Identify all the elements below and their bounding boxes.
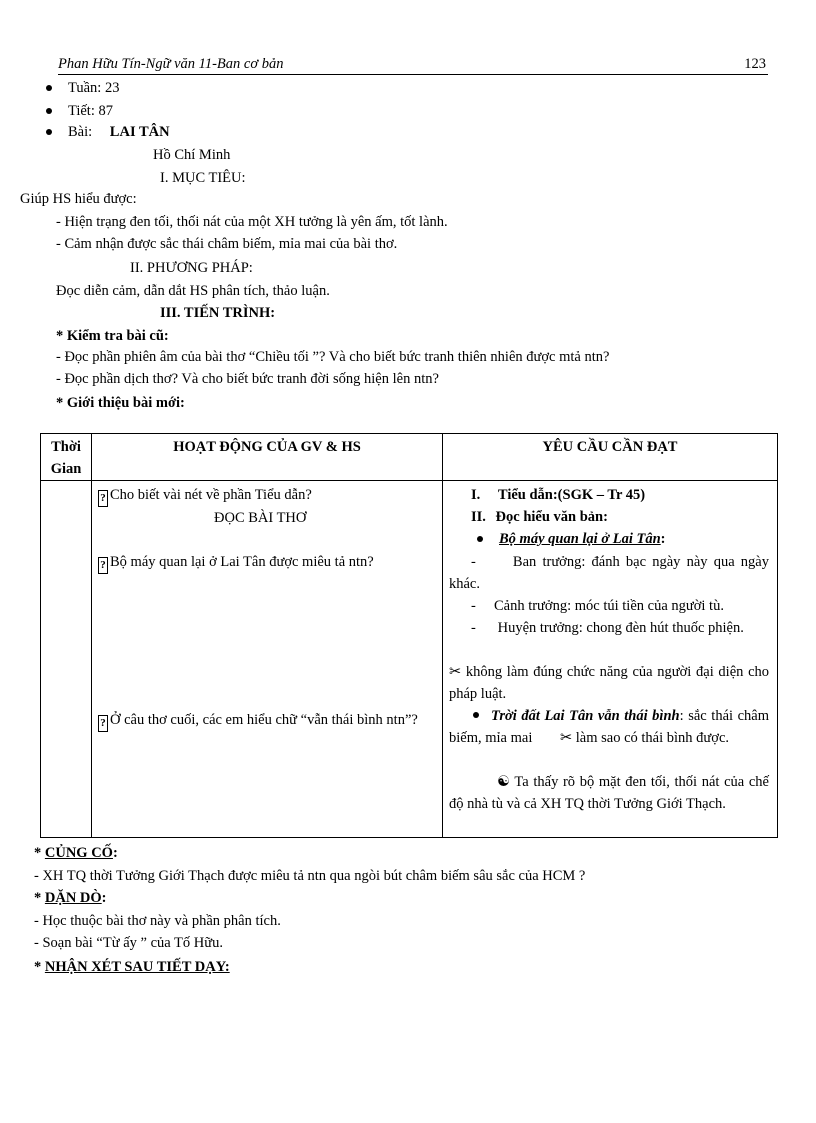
- question-icon: ?: [98, 557, 108, 574]
- section-process-heading: III. TIẾN TRÌNH:: [160, 305, 276, 321]
- method-text: Đọc diễn cảm, dẫn dắt HS phân tích, thảo luận.: [56, 283, 330, 299]
- req-consequence: ✂ không làm đúng chức năng của người đại diện cho pháp luật.: [449, 661, 769, 705]
- req-item: - Ban trưởng: đánh bạc ngày này qua ngày khác.: [449, 554, 769, 592]
- time-cell: [41, 481, 92, 838]
- homework-heading: * DẶN DÒ:: [34, 890, 107, 906]
- meta-period: Tiết: 87: [46, 101, 113, 121]
- new-lesson-heading: * Giới thiệu bài mới:: [56, 395, 185, 411]
- header-time: Thời Gian: [41, 434, 92, 481]
- table-row: [41, 481, 778, 838]
- bullet-icon: [473, 712, 479, 718]
- objective-item: - Hiện trạng đen tối, thối nát của một XH tưởng là yên ấm, tốt lành.: [56, 214, 448, 230]
- review-heading: * NHẬN XÉT SAU TIẾT DẠY:: [34, 959, 230, 975]
- question-3: ? Ở câu thơ cuối, các em hiểu chữ “vẫn thái bình ntn”?: [98, 709, 436, 732]
- bullet-icon: [46, 129, 52, 135]
- objectives-intro: Giúp HS hiểu được:: [20, 191, 137, 207]
- section-objectives-heading: I. MỤC TIÊU:: [160, 170, 246, 186]
- homework-item: - Học thuộc bài thơ này và phần phân tích.: [34, 913, 281, 929]
- page-number: 123: [744, 56, 766, 72]
- yin-yang-icon: ☯: [497, 774, 510, 790]
- author: Hồ Chí Minh: [153, 147, 231, 163]
- scissors-icon: ✂: [559, 730, 573, 746]
- bullet-icon: [477, 536, 483, 542]
- meta-week: Tuần: 23: [46, 78, 119, 98]
- req-intro: I. Tiểu dẫn:(SGK – Tr 45): [471, 487, 646, 503]
- section-method-heading: II. PHƯƠNG PHÁP:: [130, 260, 253, 276]
- header-activities: HOẠT ĐỘNG CỦA GV & HS: [92, 434, 443, 481]
- question-icon: ?: [98, 715, 108, 732]
- req-conclusion: ☯ Ta thấy rõ bộ mặt đen tối, thối nát của chế độ nhà tù và cả XH TQ thời Tưởng Giới Thạch.: [449, 771, 769, 815]
- question-1: ? Cho biết vài nét về phần Tiểu dẫn?: [98, 485, 312, 507]
- req-item: - Cảnh trưởng: móc túi tiền của người tù.: [471, 598, 724, 614]
- req-peace: Trời đất Lai Tân vẫn thái bình: sắc thái châm biếm, mỉa mai ✂ làm sao có thái bình được.: [449, 705, 769, 749]
- req-item: - Huyện trưởng: chong đèn hút thuốc phiện.: [471, 620, 744, 636]
- check-old-lesson-heading: * Kiểm tra bài cũ:: [56, 328, 169, 344]
- activities-cell: [92, 481, 443, 838]
- meta-lesson: Bài: LAI TÂN: [46, 122, 170, 142]
- bullet-icon: [46, 108, 52, 114]
- req-officials: Bộ máy quan lại ở Lai Tân:: [477, 529, 666, 549]
- homework-item: - Soạn bài “Từ ấy ” của Tố Hữu.: [34, 935, 223, 951]
- question-icon: ?: [98, 490, 108, 507]
- consolidation-heading: * CỦNG CỐ:: [34, 845, 118, 861]
- check-item: - Đọc phần dịch thơ? Và cho biết bức tranh đời sống hiện lên ntn?: [56, 371, 439, 387]
- check-item: - Đọc phần phiên âm của bài thơ “Chiều tối ”? Và cho biết bức tranh thiên nhiên được mtả ntn?: [56, 349, 610, 365]
- header-requirements: YÊU CẦU CẦN ĐẠT: [443, 434, 778, 481]
- consolidation-text: - XH TQ thời Tưởng Giới Thạch được miêu tả ntn qua ngòi bút châm biếm sâu sắc của HCM ?: [34, 868, 586, 884]
- lesson-table: [40, 433, 778, 838]
- question-2: ? Bộ máy quan lại ở Lai Tân được miêu tả ntn?: [98, 552, 374, 574]
- table-header-row: [41, 434, 778, 481]
- req-text-reading: II. Đọc hiểu văn bản:: [471, 509, 608, 525]
- lesson-title: LAI TÂN: [109, 124, 170, 140]
- requirements-cell: [443, 481, 778, 838]
- objective-item: - Cảm nhận được sắc thái châm biếm, mỉa mai của bài thơ.: [56, 236, 398, 252]
- header-title: Phan Hữu Tín-Ngữ văn 11-Ban cơ bản: [58, 56, 284, 72]
- scissors-icon: ✂: [449, 664, 462, 680]
- bullet-icon: [46, 85, 52, 91]
- read-poem: ĐỌC BÀI THƠ: [214, 510, 307, 526]
- page-header: [58, 54, 768, 75]
